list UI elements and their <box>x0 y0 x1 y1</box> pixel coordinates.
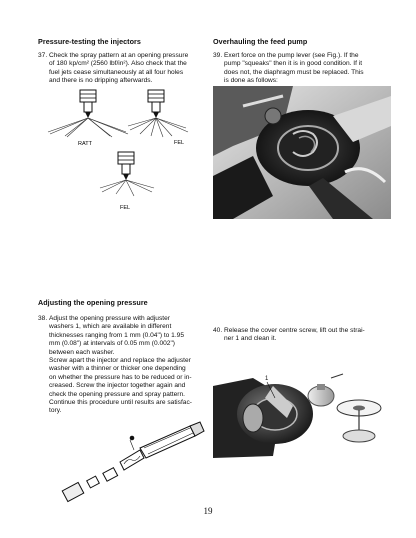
step-40-number: 40. <box>213 327 223 334</box>
step-37-number: 37. <box>38 52 48 59</box>
section-title-adjusting-pressure: Adjusting the opening pressure <box>38 298 148 307</box>
section-title-feed-pump: Overhauling the feed pump <box>213 37 308 46</box>
step-40-text: Release the cover centre screw, lift out the strai- ner 1 and clean it. <box>224 327 365 343</box>
injector-correct-pattern <box>48 90 128 137</box>
strainer-callout-label: 1 <box>265 376 269 382</box>
step-39-number: 39. <box>213 52 223 59</box>
section-title-pressure-testing: Pressure-testing the injectors <box>38 37 141 46</box>
figure-label-fel-2: FEL <box>120 205 131 211</box>
injector-faulty-pattern <box>128 90 188 137</box>
injector-spray-figure <box>30 88 205 218</box>
injector-faulty-pattern-2 <box>100 152 154 196</box>
step-37-text: Check the spray pattern at an opening pressure of 180 kp/cm² (2560 lbf/in²). Also check that the fuel jets cease simultaneously at all four holes and there is no dripping afterwards. <box>49 52 189 85</box>
figure-label-ratt: RATT <box>78 141 92 147</box>
page-number: 19 <box>203 506 213 516</box>
step-38-number: 38. <box>38 315 48 322</box>
figure-label-fel-1: FEL <box>174 140 185 146</box>
step-38-text: Adjust the opening pressure with adjuster washers 1, which are available in different thicknesses ranging from 1 mm (0.04") to 1.95 mm (0.08") at intervals of 0.05 mm (0.002") between each washer. Screw apart the injector and replace the adjuster washer with a thinner or thicker one depending on whether the pressure has to be reduced or in- creased. Screw the injector together again and check the opening pressure and spray pattern. Continue this procedure until results are satisfac- tory. <box>49 315 192 415</box>
feed-pump-photo <box>213 86 391 219</box>
step-39-text: Exert force on the pump lever (see Fig.). If the pump "squeaks" then it is in good condition. If it does not, the diaphragm must be replaced. This is done as follows: <box>224 52 364 85</box>
injector-exploded-figure <box>40 420 205 505</box>
strainer-photo <box>213 356 391 458</box>
